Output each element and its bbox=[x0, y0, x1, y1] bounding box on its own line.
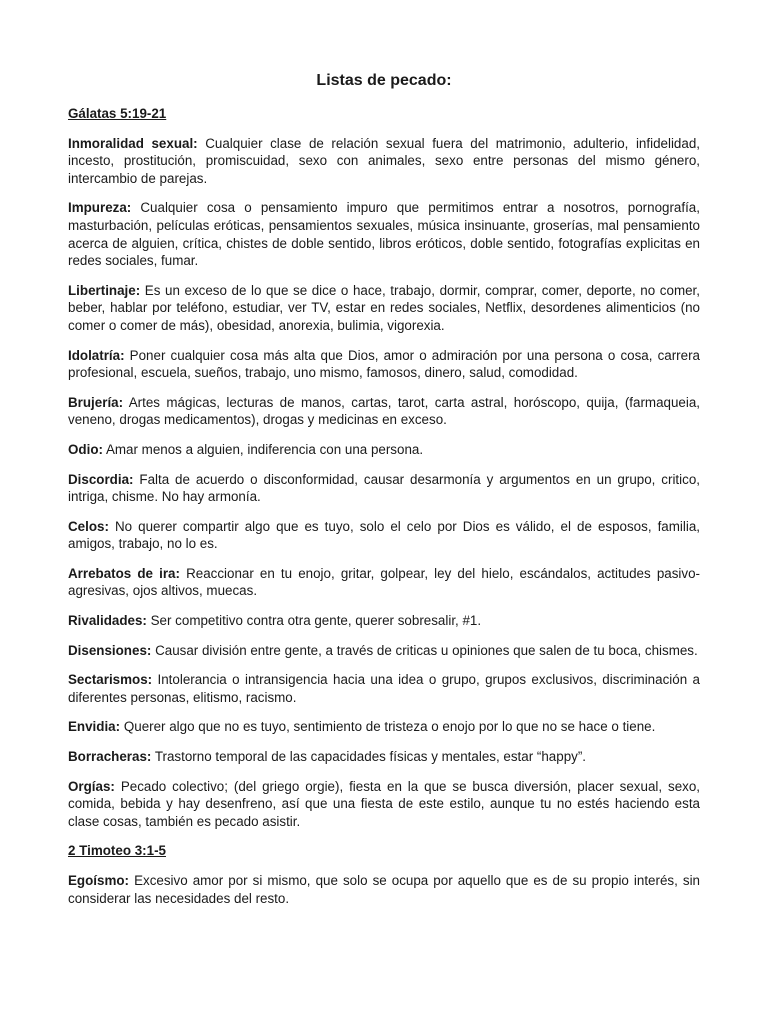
entry-term: Celos: bbox=[68, 518, 109, 534]
entry-description: Falta de acuerdo o disconformidad, causar desarmonía y argumentos en un grupo, critico, intriga, chisme. No hay armonía. bbox=[68, 471, 700, 505]
entry-description: Causar división entre gente, a través de criticas u opiniones que salen de tu boca, chismes. bbox=[155, 642, 698, 658]
entry-description: Pecado colectivo; (del griego orgie), fiesta en la que se busca diversión, placer sexual, sexo, comida, bebida y hay desenfreno, así que una fiesta de este estilo, aunque tu no estés haciendo esta clase cosas, también es pecado asistir. bbox=[68, 778, 701, 829]
entry-term: Egoísmo: bbox=[68, 873, 130, 888]
entry-term: Disensiones: bbox=[68, 642, 152, 658]
entry-term: Sectarismos: bbox=[68, 672, 153, 688]
entry-description: Ser competitivo contra otra gente, querer sobresalir, #1. bbox=[150, 613, 482, 629]
entry-description: Reaccionar en tu enojo, gritar, golpear, ley del hielo, escándalos, actitudes pasivo-agresivas, ojos altivos, muecas. bbox=[68, 565, 700, 599]
entry-term: Orgías: bbox=[68, 778, 115, 794]
entry-description: Es un exceso de lo que se dice o hace, trabajo, dormir, comprar, comer, deporte, no comer, beber, hablar por teléfono, estudiar, ver TV, estar en redes sociales, Netflix, desordenes alimenticios (no comer o comer de más), obesidad, anorexia, bulimia, vigorexia. bbox=[68, 282, 700, 333]
entry-description: Querer algo que no es tuyo, sentimiento de tristeza o enojo por lo que no se hace o tiene. bbox=[123, 719, 656, 735]
list-item bbox=[68, 778, 700, 831]
list-item bbox=[68, 347, 700, 382]
entry-description: Trastorno temporal de las capacidades físicas y mentales, estar “happy”. bbox=[154, 749, 587, 765]
list-item bbox=[68, 565, 700, 600]
entry-description: Cualquier cosa o pensamiento impuro que permitimos entrar a nosotros, pornografía, masturbación, películas eróticas, pensamientos sexuales, música insinuante, groserías, mal pensamiento acerca de alguien, crítica, chistes de doble sentido, libros eróticos, doble sentido, fotografías explicitas en redes sociales, fumar. bbox=[68, 200, 700, 269]
entry-description: Cualquier clase de relación sexual fuera del matrimonio, adulterio, infidelidad, incesto, prostitución, promiscuidad, sexo con animales, sexo entre personas del mismo género, intercambio de parejas. bbox=[68, 135, 700, 186]
entry-term: Arrebatos de ira: bbox=[68, 565, 180, 581]
list-item bbox=[68, 748, 700, 766]
section-heading: Gálatas 5:19-21 bbox=[68, 106, 167, 121]
document-title: Listas de pecado: bbox=[316, 72, 452, 89]
list-item bbox=[68, 642, 700, 660]
entry-description: No querer compartir algo que es tuyo, solo el celo por Dios es válido, el de esposos, familia, amigos, trabajo, no lo es. bbox=[68, 518, 700, 552]
list-item bbox=[68, 394, 700, 429]
entry-term: Idolatría: bbox=[68, 347, 125, 363]
entry-term: Odio: bbox=[68, 441, 103, 457]
list-item bbox=[68, 518, 700, 553]
entry-description: Excesivo amor por si mismo, que solo se ocupa por aquello que es de su propio interés, sin considerar las necesidades del resto. bbox=[68, 873, 700, 906]
entry-term: Libertinaje: bbox=[68, 282, 141, 298]
entry-description: Artes mágicas, lecturas de manos, cartas, tarot, carta astral, horóscopo, quija, (farmaqueia, veneno, drogas medicamentos), drogas y medicinas en exceso. bbox=[68, 394, 701, 428]
list-item bbox=[68, 199, 700, 269]
entry-term: Impureza: bbox=[68, 200, 132, 216]
list-item bbox=[68, 282, 700, 335]
list-item bbox=[68, 718, 700, 736]
entry-description: Intolerancia o intransigencia hacia una idea o grupo, grupos exclusivos, discriminación a diferentes personas, elitismo, racismo. bbox=[68, 672, 700, 705]
entry-term: Brujería: bbox=[68, 394, 124, 410]
entry-description: Amar menos a alguien, indiferencia con una persona. bbox=[105, 441, 424, 457]
list-item bbox=[68, 135, 700, 188]
document-page bbox=[68, 70, 700, 919]
list-item bbox=[68, 612, 700, 630]
entry-term: Inmoralidad sexual: bbox=[68, 135, 198, 151]
entry-description: Poner cualquier cosa más alta que Dios, amor o admiración por una persona o cosa, carrera profesional, escuela, sueños, trabajo, uno mismo, famosos, dinero, salud, comodidad. bbox=[68, 347, 700, 381]
entry-term: Envidia: bbox=[68, 719, 121, 735]
list-item bbox=[68, 671, 700, 706]
entry-term: Borracheras: bbox=[68, 749, 152, 765]
entry-term: Rivalidades: bbox=[68, 613, 147, 629]
entry-term: Discordia: bbox=[68, 471, 134, 487]
list-item bbox=[68, 872, 700, 907]
list-item bbox=[68, 471, 700, 506]
section-heading: 2 Timoteo 3:1-5 bbox=[68, 843, 166, 859]
list-item bbox=[68, 441, 700, 459]
document-body bbox=[68, 105, 700, 907]
